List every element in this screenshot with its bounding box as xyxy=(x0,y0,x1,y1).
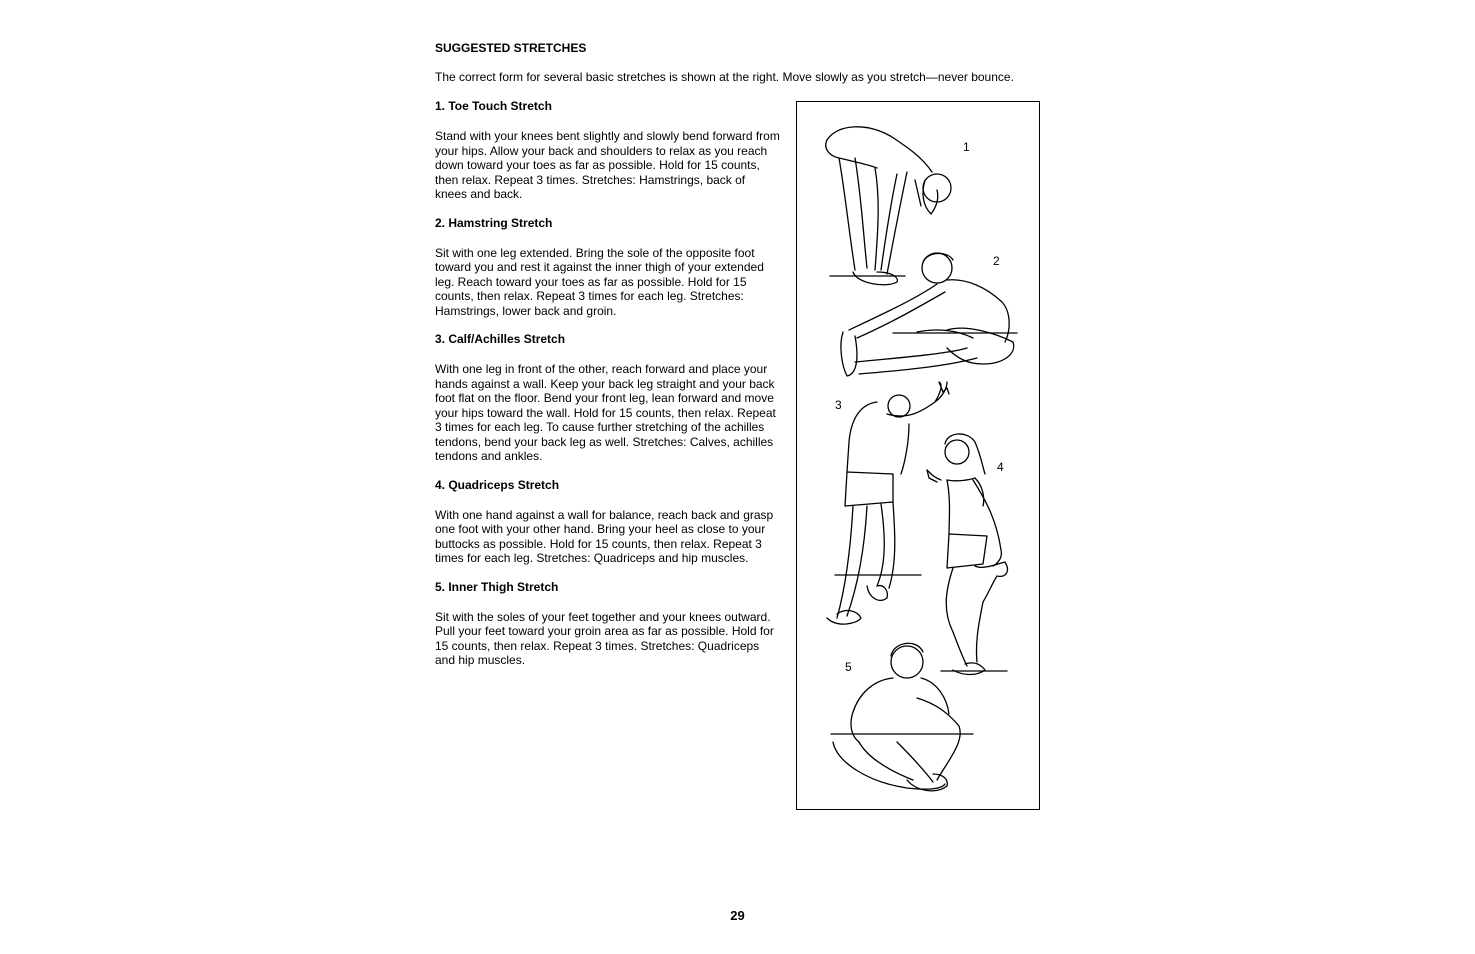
stretch-body: Sit with the soles of your feet together and your knees outward. Pull your feet toward your groin area as far as possible. Hold for 15 counts, then relax. Repeat 3 times. Stretches: Quadriceps and hip muscles. xyxy=(435,609,774,667)
page-number: 29 xyxy=(730,908,745,923)
stretch-list xyxy=(435,99,780,682)
intro-text: The correct form for several basic stretches is shown at the right. Move slowly as you stretch—never bounce. xyxy=(435,70,1014,84)
stretch-toe-touch xyxy=(435,99,780,202)
figure-label-2: 2 xyxy=(993,254,1000,268)
stretch-hamstring xyxy=(435,216,780,319)
stretch-body: Sit with one leg extended. Bring the sole of the opposite foot toward you and rest it against the inner thigh of your extended leg. Reach toward your toes as far as possible. Hold for 15 counts, then relax. Repeat 3 times for each leg. Stretches: Hamstrings, lower back and groin. xyxy=(435,245,764,318)
stretch-title: 5. Inner Thigh Stretch xyxy=(435,579,559,594)
stretch-body: With one leg in front of the other, reach forward and place your hands against a wall. Keep your back leg straight and your back foot flat on the floor. Bend your front leg, lean forward and move your hips toward the wall. Hold for 15 counts, then relax. Repeat 3 times for each leg. To cause further stretching of the achilles tendons, bend your back leg as well. Stretches: Calves, achilles tendons and ankles. xyxy=(435,362,776,463)
stretch-body: With one hand against a wall for balance, reach back and grasp one foot with your other hand. Bring your heel as close to your buttocks as possible. Hold for 15 counts, then relax. Repeat 3 times for each leg. Stretches: Quadriceps and hip muscles. xyxy=(435,507,774,565)
figure-toe-touch-illustration xyxy=(826,127,951,285)
stretch-illustrations xyxy=(796,101,1040,810)
figure-calf-achilles-illustration xyxy=(827,382,949,624)
figure-quadriceps-illustration xyxy=(927,434,1007,675)
figure-hamstring-illustration xyxy=(841,253,1017,376)
stretch-title: 4. Quadriceps Stretch xyxy=(435,477,560,492)
stretch-title: 3. Calf/Achilles Stretch xyxy=(435,332,566,346)
figure-label-4: 4 xyxy=(997,460,1004,474)
stretch-quadriceps xyxy=(435,478,780,566)
figure-label-1: 1 xyxy=(963,140,970,154)
stretch-inner-thigh xyxy=(435,580,780,668)
figure-label-3: 3 xyxy=(835,398,842,412)
page-heading: SUGGESTED STRETCHES xyxy=(435,41,587,55)
stretch-body: Stand with your knees bent slightly and slowly bend forward from your hips. Allow your back and shoulders to relax as you reach down toward your toes as far as possible. Hold for 15 counts, then relax. Repeat 3 times. Stretches: Hamstrings, back of knees and back. xyxy=(435,129,780,201)
stretch-calf-achilles xyxy=(435,332,780,464)
figure-label-5: 5 xyxy=(845,660,852,674)
figure-inner-thigh-illustration xyxy=(831,643,973,791)
stretch-title: 1. Toe Touch Stretch xyxy=(435,99,552,113)
stretch-title: 2. Hamstring Stretch xyxy=(435,215,553,230)
